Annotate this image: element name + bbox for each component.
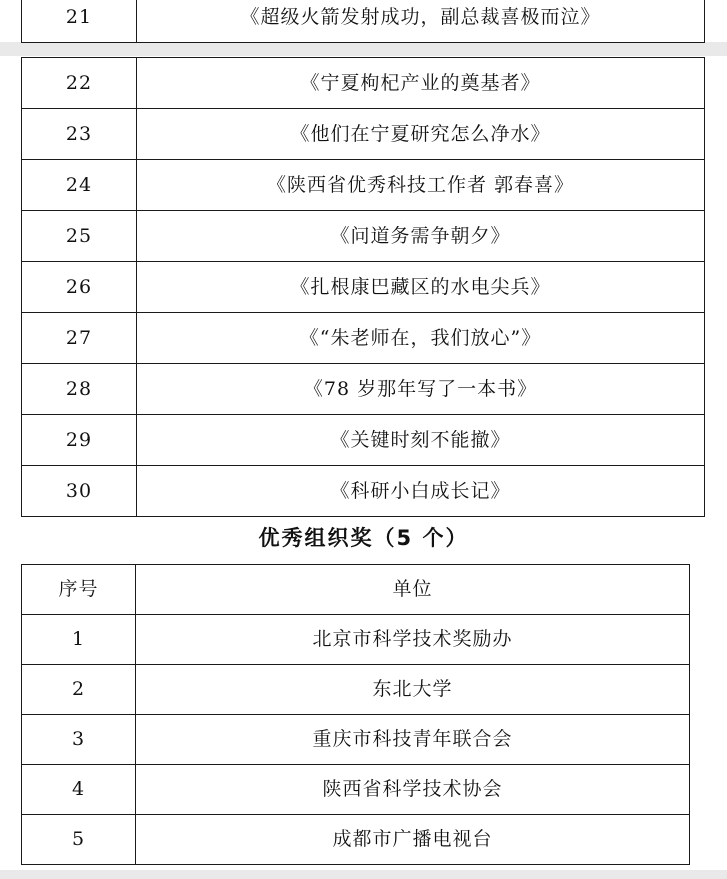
table-row [22,765,690,815]
row-number: 29 [22,415,137,466]
page-bottom-gap [0,870,727,879]
row-number: 23 [22,109,137,160]
work-title: 《问道务需争朝夕》 [137,211,705,262]
table-row [22,262,705,313]
row-number: 1 [22,615,136,665]
table-row [22,615,690,665]
work-title: 《他们在宁夏研究怎么净水》 [137,109,705,160]
row-number: 30 [22,466,137,517]
table-row [22,160,705,211]
row-number: 4 [22,765,136,815]
row-number: 5 [22,815,136,865]
table-row [22,665,690,715]
table-header-row [22,565,690,615]
row-number: 3 [22,715,136,765]
page-break-gap [0,42,727,56]
work-title: 《宁夏枸杞产业的奠基者》 [137,58,705,109]
row-number: 2 [22,665,136,715]
unit-name: 东北大学 [136,665,690,715]
row-number: 24 [22,160,137,211]
work-title: 《78 岁那年写了一本书》 [137,364,705,415]
work-title: 《陕西省优秀科技工作者 郭春喜》 [137,160,705,211]
table-row [22,58,705,109]
row-number: 27 [22,313,137,364]
column-header-unit: 单位 [136,565,690,615]
column-header-number: 序号 [22,565,136,615]
org-award-table [21,564,690,865]
section-heading: 优秀组织奖（5 个） [258,526,469,550]
works-table-part1 [21,0,705,43]
works-table-part2 [21,57,705,517]
row-number: 22 [22,58,137,109]
work-title: 《“朱老师在，我们放心”》 [137,313,705,364]
table-row [22,815,690,865]
work-title: 《扎根康巴藏区的水电尖兵》 [137,262,705,313]
row-number: 21 [22,0,137,43]
work-title: 《科研小白成长记》 [137,466,705,517]
unit-name: 陕西省科学技术协会 [136,765,690,815]
table-row [22,211,705,262]
work-title: 《超级火箭发射成功，副总裁喜极而泣》 [137,0,705,43]
row-number: 26 [22,262,137,313]
table-row [22,109,705,160]
table-row [22,364,705,415]
unit-name: 成都市广播电视台 [136,815,690,865]
row-number: 28 [22,364,137,415]
unit-name: 重庆市科技青年联合会 [136,715,690,765]
unit-name: 北京市科学技术奖励办 [136,615,690,665]
table-row [22,466,705,517]
row-number: 25 [22,211,137,262]
table-row [22,0,705,43]
table-row [22,313,705,364]
table-row [22,715,690,765]
work-title: 《关键时刻不能撤》 [137,415,705,466]
table-row [22,415,705,466]
